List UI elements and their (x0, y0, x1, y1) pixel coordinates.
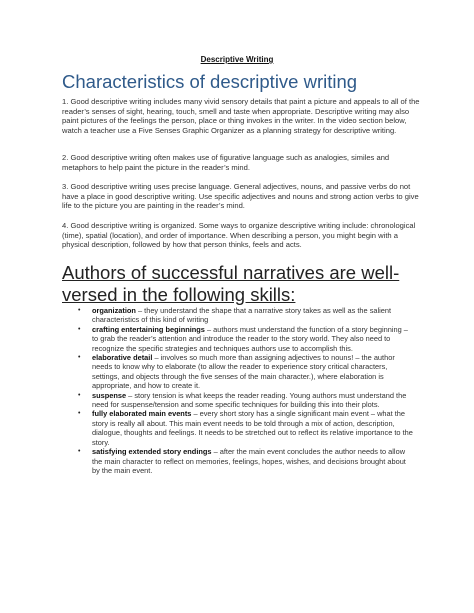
list-item (78, 325, 414, 353)
list-item (78, 409, 414, 447)
skill-term: elaborative detail (92, 353, 153, 363)
bullet-icon: • (78, 354, 81, 362)
main-heading: Characteristics of descriptive writing (62, 71, 358, 92)
skill-description: – involves so much more than assigning adjectives to nouns! – the author needs to know why to elaborate (to allow the reader to experience story critical characters, settings, and objects through the five senses of the main character.), where elaboration is appropriate, and how to create it. (92, 353, 395, 391)
bullet-icon: • (78, 325, 81, 333)
skill-term: suspense (92, 390, 127, 400)
paragraph-3: 3. Good descriptive writing uses precise language. General adjectives, nouns, and passive verbs do not have a place in good descriptive writing. Use specific adjectives and nouns and strong action verbs to give life to the picture you are painting in the reader’s mind. (62, 182, 419, 211)
bullet-icon: • (78, 448, 81, 456)
bullet-icon: • (78, 410, 81, 418)
skill-description: – every short story has a single significant main event – what the story is really all about. This main event needs to be told through a mix of action, description, dialogue, thoughts and feelings. It needs to be stretched out to reflect its relative importance to the story. (92, 409, 413, 447)
skill-term: crafting entertaining beginnings (92, 324, 205, 334)
skill-term: satisfying extended story endings (92, 447, 212, 457)
skill-description: – story tension is what keeps the reader reading. Young authors must understand the need for suspense/tension and some specific techniques for building this into their plots. (92, 390, 407, 410)
skill-description: – they understand the shape that a narrative story takes as well as the salient characteristics of this kind of writing (92, 306, 392, 325)
bullet-icon: • (78, 307, 81, 314)
paragraph-4: 4. Good descriptive writing is organized. Some ways to organize descriptive writing include: chronological (time), spatial (location), and order of importance. When describing a person, you might begin with a physical description, followed by how that person thinks, feels and acts. (62, 221, 416, 250)
list-item (78, 306, 414, 325)
list-item (78, 391, 414, 410)
skills-list (78, 306, 414, 475)
list-item (78, 353, 414, 391)
skill-description: – authors must understand the function of a story beginning – to grab the reader’s attention and introduce the reader to the story world. They also need to recognize the specific strategies and techniques authors use to accomplish this. (92, 324, 408, 353)
skill-term: fully elaborated main events (92, 409, 192, 419)
skill-term: organization (92, 306, 136, 315)
paragraph-1: 1. Good descriptive writing includes many vivid sensory details that paint a picture and appeals to all of the reader’s senses of sight, hearing, touch, smell and taste when appropriate. Descriptive writing may also paint pictures of the feelings the person, place or thing invokes in the writer. In the video section below, watch a teacher use a Five Senses Graphic Organizer as a planning strategy for descriptive writing. (62, 97, 420, 135)
bullet-icon: • (78, 391, 81, 399)
document-title: Descriptive Writing (200, 55, 274, 64)
list-item (78, 447, 414, 475)
section-heading: Authors of successful narratives are well-versed in the following skills: (62, 262, 400, 305)
paragraph-2: 2. Good descriptive writing often makes use of figurative language such as analogies, similes and metaphors to help paint the picture in the reader’s mind. (62, 153, 390, 172)
skill-description: – after the main event concludes the author needs to allow the main character to reflect on memories, feelings, hopes, wishes, and decisions brought about by the main event. (92, 447, 406, 475)
